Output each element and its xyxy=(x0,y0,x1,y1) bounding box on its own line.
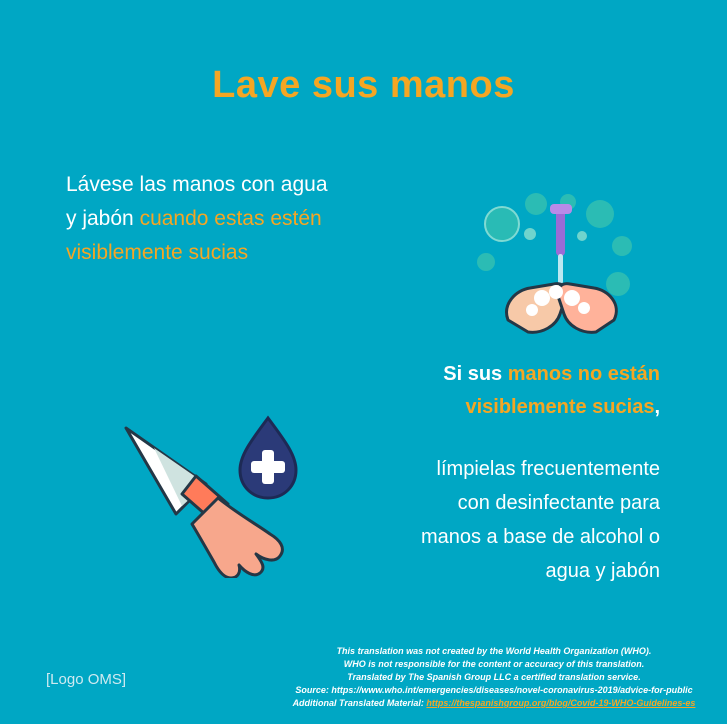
sanitize-body-line-4: agua y jabón xyxy=(545,560,660,582)
sanitize-body-line-3: manos a base de alcohol o xyxy=(420,526,660,548)
instruction-block-sanitize-body xyxy=(300,452,660,588)
sanitize-body-line-1: límpielas frecuentemente xyxy=(436,458,660,480)
sanitize-line-2-accent: visiblemente sucias xyxy=(465,396,655,418)
disclaimer-line-5 xyxy=(279,697,709,710)
hands-washing-icon xyxy=(472,188,652,348)
instruction-block-sanitize-heading xyxy=(330,358,660,424)
who-logo-placeholder: [Logo OMS] xyxy=(46,671,127,688)
hand-sanitizer-icon xyxy=(110,398,330,578)
page-title: Lave sus manos xyxy=(212,64,515,106)
sanitize-line-1-plain: Si sus xyxy=(443,363,508,385)
disclaimer-line-4: Source: https://www.who.int/emergencies/diseases/novel-coronavirus-2019/advice-for-public xyxy=(295,685,693,695)
wash-line-2-accent: cuando estas estén xyxy=(139,207,322,230)
wash-line-3-accent: visiblemente sucias xyxy=(66,241,249,264)
disclaimer-line-1: This translation was not created by the World Health Organization (WHO). xyxy=(336,646,652,656)
disclaimer-line-2: WHO is not responsible for the content or accuracy of this translation. xyxy=(343,659,645,669)
instruction-block-wash xyxy=(66,168,406,270)
additional-material-link[interactable]: https://thespanishgroup.org/blog/Covid-19-WHO-Guidelines-es xyxy=(426,698,696,708)
sanitize-line-1-accent: manos no están xyxy=(507,363,660,385)
disclaimer-line-5-prefix: Additional Translated Material: xyxy=(292,698,427,708)
disclaimer-line-3: Translated by The Spanish Group LLC a certified translation service. xyxy=(347,672,641,682)
wash-line-1: Lávese las manos con agua xyxy=(66,173,328,196)
sanitize-line-2-plain: , xyxy=(654,396,660,418)
wash-line-2-plain: y jabón xyxy=(66,207,140,230)
sanitize-body-line-2: con desinfectante para xyxy=(457,492,660,514)
translation-disclaimer xyxy=(279,645,709,710)
